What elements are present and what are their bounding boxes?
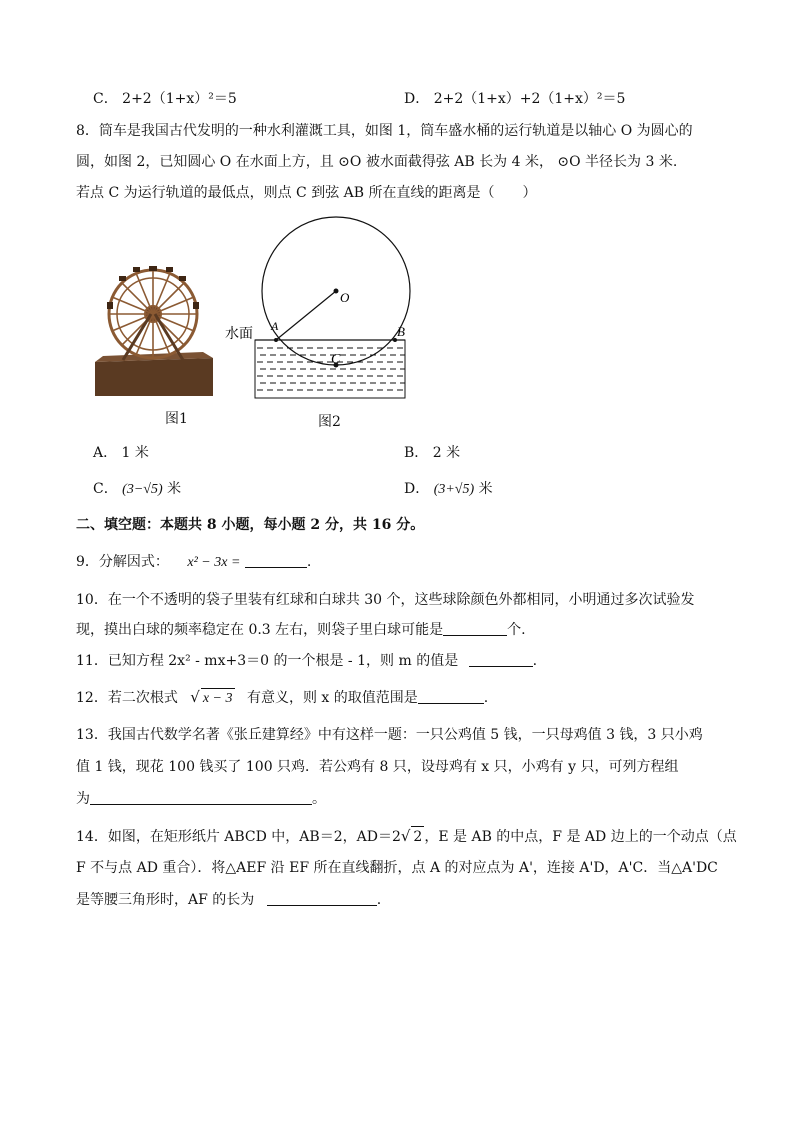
q8-option-d-expr: (3+√5) [433,482,475,497]
q8-option-a: A． 1 米 [93,445,149,461]
water-wheel-photo [93,262,215,397]
label-a: A [271,319,279,333]
q10-answer-blank [443,621,507,636]
q8-line-2: 圆，如图 2，已知圆心 O 在水面上方，且 ⊙O 被水面截得弦 AB 长为 4 米， ⊙O 半径长为 3 米. [76,154,678,170]
q8-option-c-expr: (3−√5) [122,482,163,497]
q14-line-1: 14．如图，在矩形纸片 ABCD 中，AB＝2，AD＝2√ 2 ，E 是 AB 的中点，F 是 AD 边上的一个动点（点 [76,827,737,845]
q12: 12．若二次根式 √ x − 3 有意义，则 x 的取值范围是 . [76,687,488,709]
q13-answer-blank [90,790,312,805]
q8-option-c: C． (3−√5) 米 [93,481,182,497]
q7-option-c-text: 2+2（1+x）²＝5 [122,91,237,107]
q10-line-1: 10．在一个不透明的袋子里装有红球和白球共 30 个，这些球除颜色外都相同，小明通过多次试验发 [76,592,695,608]
figure-1-caption: 图1 [165,411,188,427]
q9: 9．分解因式： x² − 3x = . [76,554,312,570]
circle-diagram [225,210,415,402]
q8-option-b: B． 2 米 [404,445,461,461]
q11-answer-blank [469,652,533,667]
q9-answer-blank [245,553,307,568]
q10-line-2: 现，摸出白球的频率稳定在 0.3 左右，则袋子里白球可能是 个. [76,622,526,638]
point-o [334,289,339,294]
q14-line-3: 是等腰三角形时，AF 的长为 . [76,892,382,908]
q12-answer-blank [418,689,484,704]
label-water-surface: 水面 [225,326,253,342]
q14-answer-blank [267,891,377,906]
figure-2-caption: 图2 [318,414,341,430]
q13-line-1: 13．我国古代数学名著《张丘建算经》中有这样一题：一只公鸡值 5 钱，一只母鸡值 3 钱，3 只小鸡 [76,727,703,743]
q14-line-2: F 不与点 AD 重合）．将△AEF 沿 EF 所在直线翻折，点 A 的对应点为 A'，连接 A'D，A'C．当△A'DC [76,860,718,876]
q9-expression: x² − 3x = [187,555,241,570]
q14-sqrt-value: 2 [411,826,424,847]
label-b: B [397,324,405,339]
q8-line-3: 若点 C 为运行轨道的最低点，则点 C 到弦 AB 所在直线的距离是（ ） [76,185,537,201]
q12-radicand: x − 3 [201,688,235,709]
q8-line-1: 8．筒车是我国古代发明的一种水利灌溉工具，如图 1，筒车盛水桶的运行轨道是以轴心 O 为圆心的 [76,123,693,139]
q7-option-d: D． 2+2（1+x）+2（1+x）²＝5 [404,91,626,107]
label-o: O [340,290,350,305]
q11: 11．已知方程 2x² - mx+3＝0 的一个根是 - 1，则 m 的值是 . [76,653,538,669]
point-a [274,338,278,342]
label-c: C [331,352,341,367]
q13-line-3: 为 。 [76,791,326,807]
radius-oa [276,291,336,340]
q7-option-c: C． 2+2（1+x）²＝5 [93,91,237,107]
section-2-heading: 二、填空题：本题共 8 小题，每小题 2 分，共 16 分。 [76,517,425,533]
q8-option-d: D． (3+√5) 米 [404,481,493,497]
q13-line-2: 值 1 钱，现花 100 钱买了 100 只鸡．若公鸡有 8 只，设母鸡有 x 只，小鸡有 y 只，可列方程组 [76,759,679,775]
q7-option-d-text: 2+2（1+x）+2（1+x）²＝5 [433,91,626,107]
